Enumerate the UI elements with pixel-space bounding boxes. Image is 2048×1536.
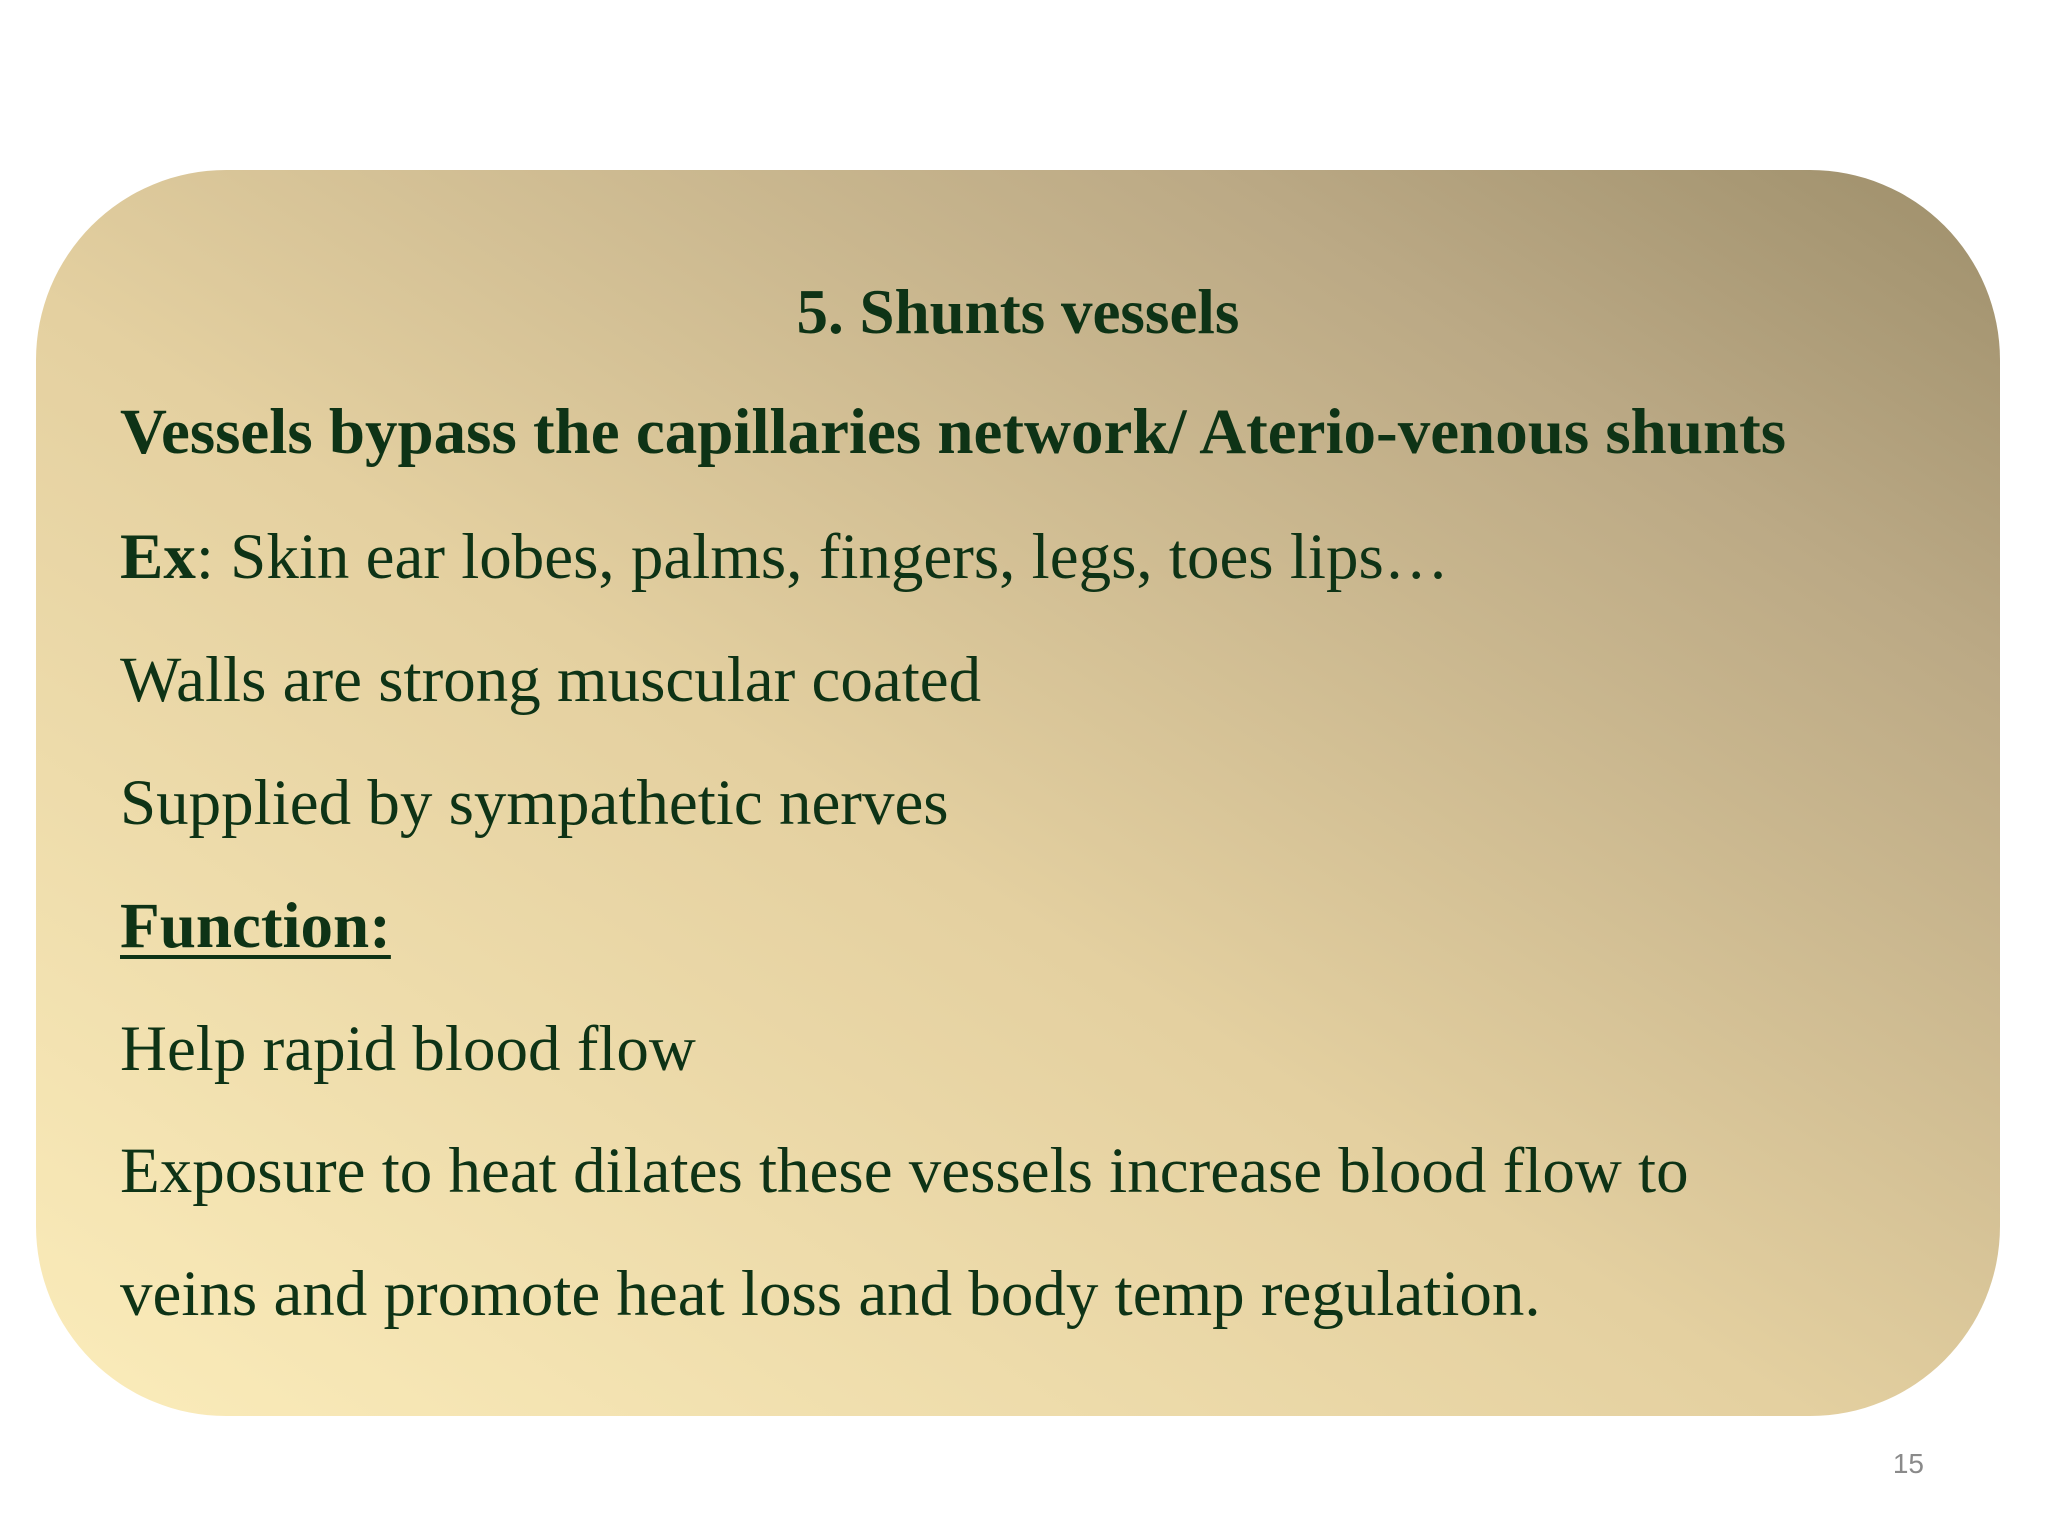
function-item-2-line-2: veins and promote heat loss and body temp regulation. <box>120 1258 1541 1330</box>
example-line <box>120 517 1449 597</box>
function-item-1: Help rapid blood flow <box>120 1013 696 1085</box>
walls-line: Walls are strong muscular coated <box>120 644 982 716</box>
function-item-2-line-1: Exposure to heat dilates these vessels increase blood flow to <box>120 1135 1689 1207</box>
example-label: Ex <box>120 521 196 593</box>
slide-title: 5. Shunts vessels <box>796 277 1240 347</box>
function-heading: Function: <box>120 890 391 962</box>
page-number: 15 <box>1892 1448 1924 1479</box>
example-text: : Skin ear lobes, palms, fingers, legs, toes lips… <box>195 521 1449 593</box>
subtitle-line: Vessels bypass the capillaries network/ Aterio-venous shunts <box>120 396 1787 468</box>
supplied-line: Supplied by sympathetic nerves <box>120 767 949 839</box>
